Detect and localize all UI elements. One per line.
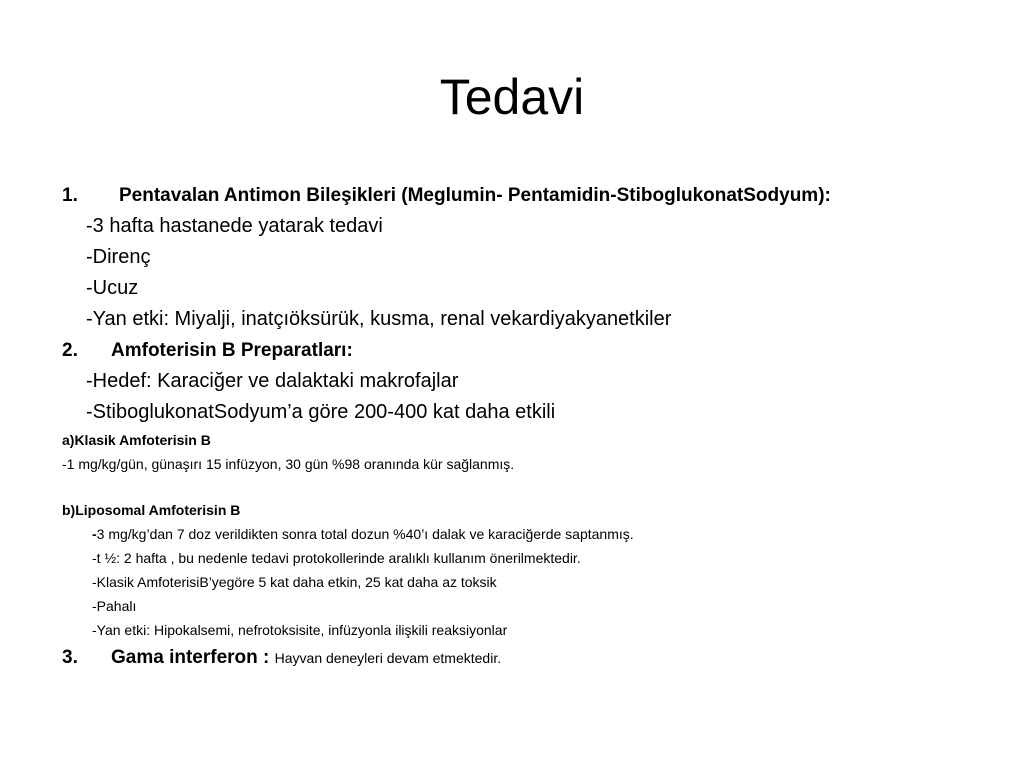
liposomal-amphotericin-point: -t ½: 2 hafta , bu nedenle tedavi protokollerinde aralıklı kullanım önerilmektedir. — [92, 550, 581, 566]
item-1-label: Pentavalan Antimon Bileşikleri (Meglumin- Pentamidin-StiboglukonatSodyum): — [119, 185, 831, 206]
item-3-trailing-text: Hayvan deneyleri devam etmektedir. — [274, 650, 502, 666]
item-2-number: 2. — [62, 340, 78, 361]
item-1-point: -3 hafta hastanede yatarak tedavi — [86, 215, 383, 237]
liposomal-amphotericin-point: -Pahalı — [92, 598, 137, 614]
item-2-point: -StiboglukonatSodyum’a göre 200-400 kat daha etkili — [86, 401, 556, 423]
slide-title: Tedavi — [439, 69, 585, 125]
liposomal-first-dash: - — [92, 526, 97, 542]
liposomal-amphotericin-point — [62, 522, 1002, 546]
item-2-label: Amfoterisin B Preparatları: — [111, 340, 353, 361]
section-spacer — [62, 476, 1002, 498]
classic-amphotericin-heading: a)Klasik Amfoterisin B — [62, 432, 211, 448]
item-1-point: -Ucuz — [86, 277, 139, 299]
item-1-number: 1. — [62, 185, 78, 206]
item-2-heading — [62, 335, 1002, 366]
classic-amphotericin-point: -1 mg/kg/gün, günaşırı 15 infüzyon, 30 gün %98 oranında kür sağlanmış. — [62, 456, 515, 472]
item-2-point: -Hedef: Karaciğer ve dalaktaki makrofajlar — [86, 370, 459, 392]
item-3-heading — [62, 642, 1002, 673]
item-1-point: -Yan etki: Miyalji, inatçıöksürük, kusma, renal vekardiyakyanetkiler — [86, 308, 672, 330]
liposomal-first-text: 3 mg/kg’dan 7 doz verildikten sonra total dozun %40’ı dalak ve karaciğerde saptanmış. — [96, 526, 634, 542]
item-3-number: 3. — [62, 647, 78, 668]
item-1-heading — [62, 180, 1002, 211]
slide-content — [62, 180, 1002, 673]
liposomal-amphotericin-heading: b)Liposomal Amfoterisin B — [62, 502, 241, 518]
liposomal-amphotericin-point: -Yan etki: Hipokalsemi, nefrotoksisite, infüzyonla ilişkili reaksiyonlar — [92, 622, 508, 638]
item-3-label: Gama interferon : — [111, 647, 275, 668]
liposomal-amphotericin-point: -Klasik AmfoterisiB’yegöre 5 kat daha etkin, 25 kat daha az toksik — [92, 574, 497, 590]
item-1-point: -Direnç — [86, 246, 151, 268]
